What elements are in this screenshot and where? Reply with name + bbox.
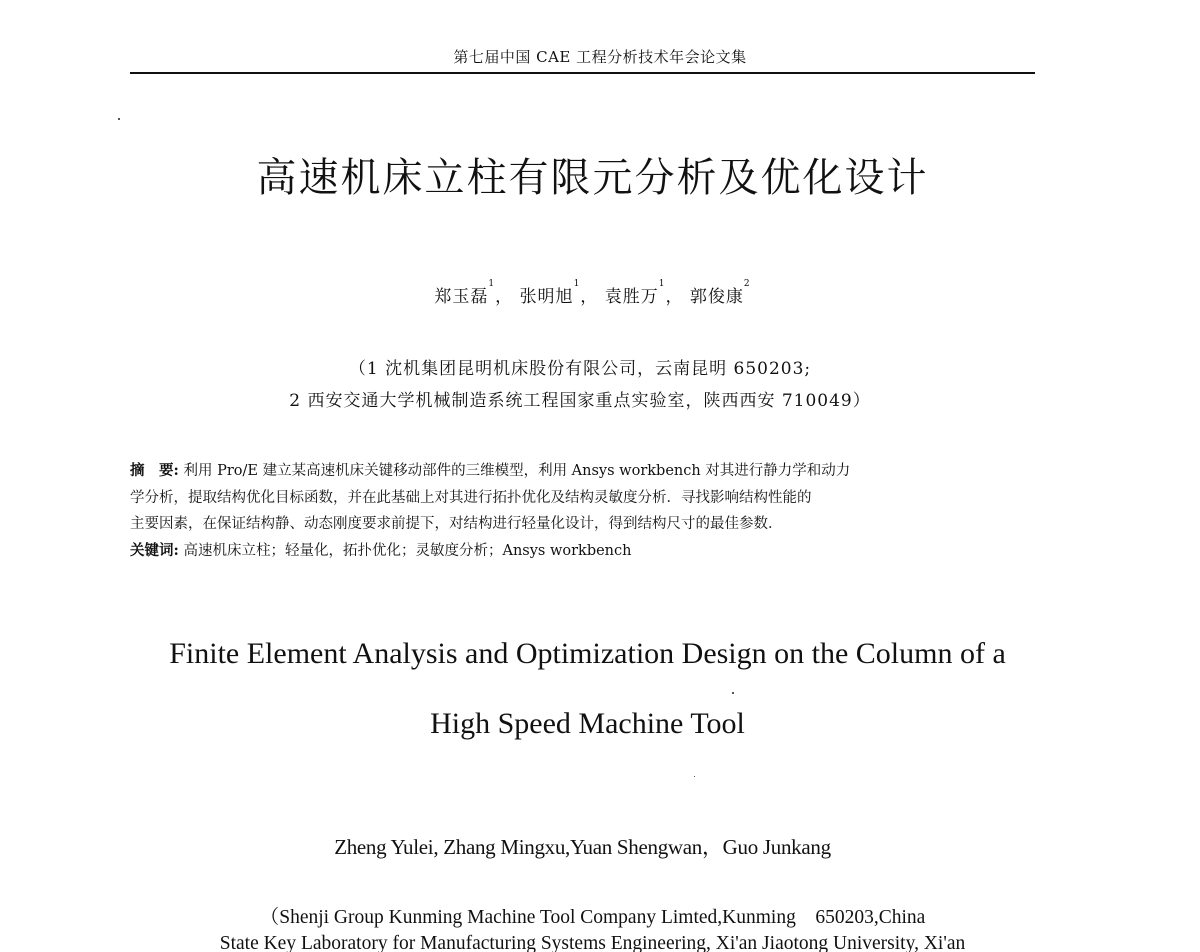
affiliation-english-line: State Key Laboratory for Manufacturing Systems Engineering, Xi'an Jiaotong University, Xi'an — [219, 933, 966, 952]
abstract-line — [130, 458, 1035, 485]
abstract-text: 利用 Pro/E 建立某高速机床关键移动部件的三维模型，利用 Ansys workbench 对其进行静力学和动力 — [183, 463, 851, 479]
abstract-line: 学分析，提取结构优化目标函数，并在此基础上对其进行拓扑优化及结构灵敏度分析．寻找影响结构性能的 — [130, 489, 812, 506]
scan-speck — [118, 118, 120, 120]
scan-speck — [694, 776, 695, 777]
author-separator: ， — [665, 287, 684, 307]
abstract-label: 摘 要: — [130, 462, 179, 479]
affiliation-chinese-line: 2 西安交通大学机械制造系统工程国家重点实验室，陕西西安 710049） — [289, 391, 871, 411]
title-chinese: 高速机床立柱有限元分析及优化设计 — [256, 155, 929, 201]
scan-speck — [732, 692, 734, 694]
affiliation-english-line: （Shenji Group Kunming Machine Tool Company Limted,Kunming 650203,China — [259, 907, 926, 928]
keywords-text: 高速机床立柱；轻量化，拓扑优化；灵敏度分析；Ansys workbench — [183, 542, 632, 559]
author-separator: ， — [495, 287, 514, 307]
keywords-line — [130, 538, 1035, 565]
title-english-line: High Speed Machine Tool — [430, 707, 745, 740]
author-affiliation-mark: 2 — [743, 279, 751, 289]
author-name: 袁胜万 — [604, 287, 659, 307]
author-separator: ， — [580, 287, 599, 307]
keywords-label: 关键词: — [130, 541, 179, 559]
author-affiliation-mark: 1 — [488, 279, 496, 289]
title-english-line: Finite Element Analysis and Optimization Design on the Column of a — [169, 637, 1006, 670]
author-affiliation-mark: 1 — [573, 279, 581, 289]
header-rule — [130, 72, 1035, 74]
author-affiliation-mark: 1 — [658, 279, 666, 289]
authors-english: Zheng Yulei, Zhang Mingxu,Yuan Shengwan，Guo Junkang — [334, 835, 831, 859]
authors-chinese — [0, 279, 1185, 307]
affiliation-chinese-line: （1 沈机集团昆明机床股份有限公司，云南昆明 650203; — [348, 359, 812, 379]
author-name: 郭俊康 — [689, 287, 744, 307]
abstract-block — [130, 458, 1035, 564]
author-name: 张明旭 — [519, 287, 574, 307]
abstract-line: 主要因素，在保证结构静、动态刚度要求前提下，对结构进行轻量化设计，得到结构尺寸的最佳参数． — [130, 516, 783, 532]
author-name: 郑玉磊 — [434, 287, 489, 307]
running-header: 第七届中国 CAE 工程分析技术年会论文集 — [453, 48, 747, 66]
